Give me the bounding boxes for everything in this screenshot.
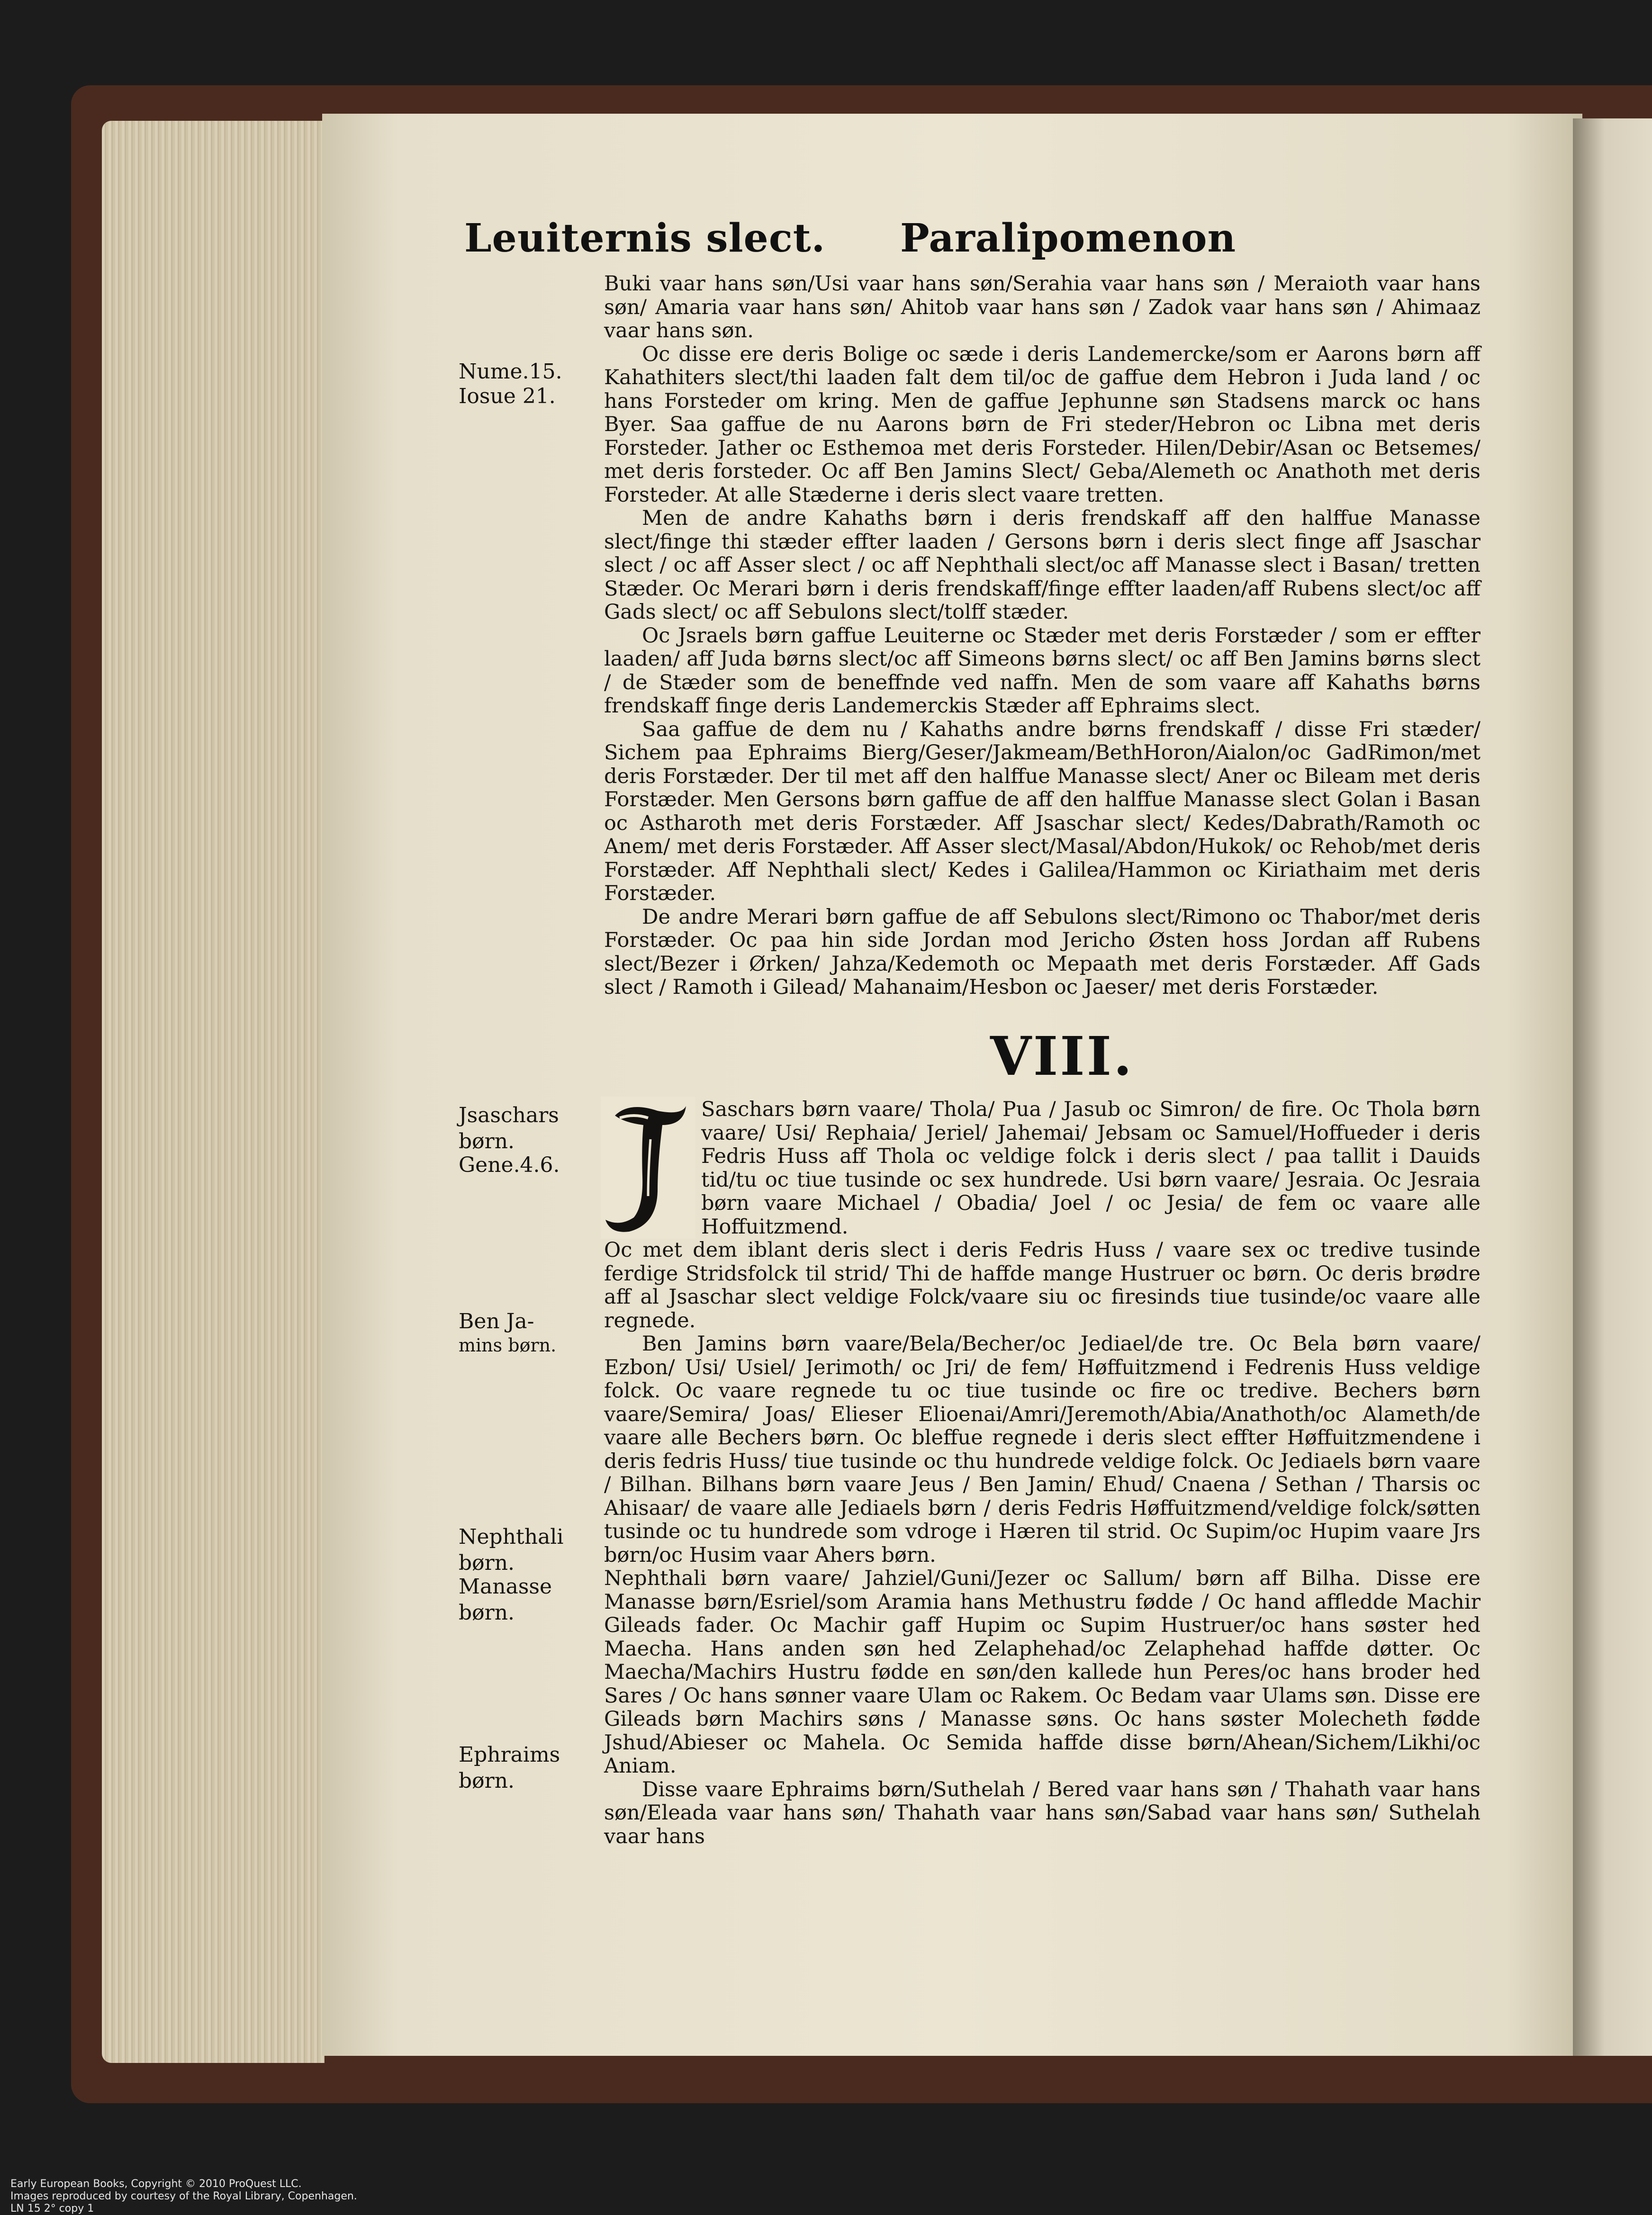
paragraph: Saa gaffue de dem nu / Kahaths andre børns frendskaff / disse Fri stæder/ Sichem paa Ephraims Bierg/Geser/Jakmeam/BethHoron/Aialon/oc GadRimon/met deris Forstæder. Der til met aff den halffue Manasse slect/ Aner oc Bileam met deris Forstæder. Men Gersons børn gaffue de aff den halffue Manasse slect Golan i Basan oc Astharoth met deris Forstæder. Aff Jsaschar slect/ Kedes/Dabrath/Ramoth oc Anem/ met deris Forstæder. Aff Asser slect/Masal/Abdon/Hukok/ oc Rehob/met deris Forstæder. Aff Nephthali slect/ Kedes i Galilea/Hammon oc Kiriathaim met deris Forstæder. bbox=[604, 717, 1480, 905]
footer-line: LN 15 2° copy 1 bbox=[10, 2203, 94, 2215]
margin-note: børn. bbox=[459, 1129, 515, 1153]
decorated-initial-icon bbox=[601, 1097, 695, 1239]
facing-page-edge bbox=[1573, 118, 1652, 2056]
initial-letter: J bbox=[667, 1161, 679, 1194]
paragraph: Oc met dem iblant deris slect i deris Fedris Huss / vaare sex oc tredive tusinde ferdige Stridsfolck til strid/ Thi de haffde mange Hustruer oc børn. Oc deris brødre aff al Jsaschar slect veldige Folck/vaare siu oc firesinds tiue tusinde/oc vaare alle regnede. bbox=[604, 1238, 1480, 1333]
margin-note: Nume.15. bbox=[459, 360, 562, 384]
margin-note: mins børn. bbox=[459, 1335, 557, 1356]
chapter-opening bbox=[701, 1098, 1480, 1239]
text-block-bottom bbox=[604, 1239, 1480, 1848]
running-head-title: Paralipomenon bbox=[900, 216, 1237, 261]
margin-note: børn. bbox=[459, 1769, 515, 1793]
margin-note: Nephthali bbox=[459, 1525, 564, 1549]
paragraph: Ben Jamins børn vaare/Bela/Becher/oc Jediael/de tre. Oc Bela børn vaare/ Ezbon/ Usi/ Usiel/ Jerimoth/ oc Jri/ de fem/ Høffuitzmend i Fedrenis Huss veldige folck. Oc vaare regnede tu oc tiue tusinde oc fire oc tredive. Bechers børn vaare/Semira/ Joas/ Elieser Elioenai/Amri/Jeremoth/Abia/Anathoth/oc Alameth/de vaare alle Bechers børn. Oc bleffue regnede i deris slect effter Høffuitzmendene i deris fedris Huss/ tiue tusinde oc thu hundrede veldige folck. Oc Jediaels børn vaare / Bilhan. Bilhans børn vaare Jeus / Ben Jamin/ Ehud/ Cnaena / Sethan / Tharsis oc Ahisaar/ de vaare alle Jediaels børn / deris Fedris Høffuitzmend/veldige folck/søtten tusinde oc tu hundrede som vdroge i Hæren til strid. Oc Supim/oc Hupim vaare Jrs børn/oc Husim vaar Ahers børn. bbox=[604, 1332, 1480, 1567]
paragraph: Men de andre Kahaths børn i deris frendskaff aff den halffue Manasse slect/finge thi stæder effter laaden / Gersons børn i deris slect finge aff Jsaschar slect / oc aff Asser slect / oc aff Nephthali slect/oc aff Manasse slect i Basan/ tretten Stæder. Oc Merari børn i deris frendskaff/finge effter laaden/aff Rubens slect/oc aff Gads slect/ oc aff Sebulons slect/tolff stæder. bbox=[604, 506, 1480, 624]
margin-note: Ephraims bbox=[459, 1743, 560, 1767]
page-edges bbox=[102, 121, 325, 2063]
footer-line: Early European Books, Copyright © 2010 ProQuest LLC. bbox=[10, 2178, 302, 2190]
margin-note: Manasse bbox=[459, 1575, 552, 1599]
margin-note: Gene.4.6. bbox=[459, 1153, 560, 1177]
margin-note: Ben Ja- bbox=[459, 1309, 534, 1333]
paragraph: Disse vaare Ephraims børn/Suthelah / Bered vaar hans søn / Thahath vaar hans søn/Eleada vaar hans søn/ Thahath vaar hans søn/Sabad vaar hans søn/ Suthelah vaar hans bbox=[604, 1777, 1480, 1848]
paragraph: Oc disse ere deris Bolige oc sæde i deris Landemercke/som er Aarons børn aff Kahathiters slect/thi laaden falt dem til/oc de gaffue dem Hebron i Juda land / oc hans Forsteder om kring. Men de gaffue Jephunne søn Stadsens marck oc hans Byer. Saa gaffue de nu Aarons børn de Fri steder/Hebron oc Libna met deris Forsteder. Jather oc Esthemoa met deris Forsteder. Hilen/Debir/Asan oc Betsemes/ met deris forsteder. Oc aff Ben Jamins Slect/ Geba/Alemeth oc Anathoth met deris Forsteder. At alle Stæderne i deris slect vaare tretten. bbox=[604, 342, 1480, 507]
paragraph: Saschars børn vaare/ Thola/ Pua / Jasub oc Simron/ de fire. Oc Thola børn vaare/ Usi/ Rephaia/ Jeriel/ Jahemai/ Jebsam oc Samuel/Hoffueder i deris Fedris Huss aff Thola oc veldige folck i deris slect / paa tallit i Dauids tid/tu oc tiue tusinde oc sex hundrede. Usi børn vaare/ Jesraia. Oc Jesraia børn vaare Michael / Obadia/ Joel / oc Jesia/ de fem oc vaare alle Hoffuitzmend. bbox=[701, 1098, 1480, 1239]
margin-note: Jsaschars bbox=[459, 1103, 559, 1127]
paragraph: Nephthali børn vaare/ Jahziel/Guni/Jezer oc Sallum/ børn aff Bilha. Disse ere Manasse børn/Esriel/som Aramia hans Methustru fødde / Oc hand affledde Machir Gileads fader. Oc Machir gaff Hupim oc Supim Hustruer/oc hans søster hed Maecha. Hans anden søn hed Zelaphehad/oc Zelaphehad haffde døtter. Oc Maecha/Machirs Hustru fødde en søn/den kallede hun Peres/oc hans broder hed Sares / Oc hans sønner vaare Ulam oc Rakem. Oc Bedam vaar Ulams søn. Disse ere Gileads børn Machirs søns / Manasse søns. Oc hans søster Molecheth fødde Jshud/Abieser oc Mahela. Oc Semida haffde disse børn/Ahean/Sichem/Likhi/oc Aniam. bbox=[604, 1567, 1480, 1778]
chapter-number: VIII. bbox=[990, 1026, 1134, 1088]
copyright-footer bbox=[10, 2178, 357, 2215]
footer-line: Images reproduced by courtesy of the Royal Library, Copenhagen. bbox=[10, 2190, 357, 2202]
paragraph: Oc Jsraels børn gaffue Leuiterne oc Stæder met deris Forstæder / som er effter laaden/ aff Juda børns slect/oc aff Simeons børns slect/ oc aff Ben Jamins børns slect / de Stæder som de beneffnde ved naffn. Men de som vaare aff Kahaths børns frendskaff finge deris Landemerckis Stæder aff Ephraims slect. bbox=[604, 623, 1480, 718]
paragraph: De andre Merari børn gaffue de aff Sebulons slect/Rimono oc Thabor/met deris Forstæder. Oc paa hin side Jordan mod Jericho Østen hoss Jordan aff Rubens slect/Bezer i Ørken/ Jahza/Kedemoth oc Mepaath met deris Forstæder. Aff Gads slect / Ramoth i Gilead/ Mahanaim/Hesbon oc Jaeser/ met deris Forstæder. bbox=[604, 905, 1480, 999]
margin-note: Iosue 21. bbox=[459, 384, 556, 408]
margin-note: børn. bbox=[459, 1551, 515, 1575]
paragraph: Buki vaar hans søn/Usi vaar hans søn/Serahia vaar hans søn / Meraioth vaar hans søn/ Amaria vaar hans søn/ Ahitob vaar hans søn / Zadok vaar hans søn / Ahimaaz vaar hans søn. bbox=[604, 272, 1480, 342]
margin-note: børn. bbox=[459, 1601, 515, 1625]
text-block-top bbox=[604, 272, 1480, 999]
running-head-left: Leuiternis slect. bbox=[464, 216, 826, 261]
